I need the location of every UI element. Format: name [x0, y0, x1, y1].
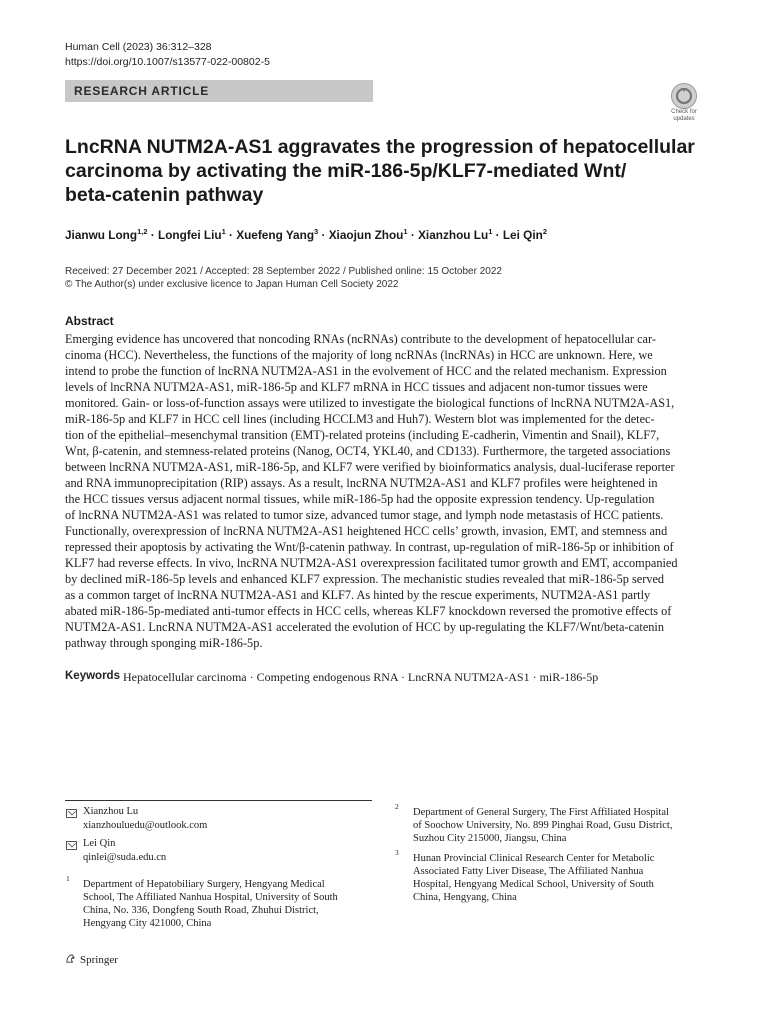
author-name[interactable]: Lei Qin [502, 228, 543, 242]
keywords-heading: Keywords [65, 670, 120, 682]
article-type-label: RESEARCH ARTICLE [74, 84, 210, 98]
article-title-line: carcinoma by activating the miR-186-5p/KLF7-mediated Wnt/ [65, 160, 627, 182]
check-for-updates-icon [671, 83, 697, 109]
abstract-line: pathway through sponging miR-186-5p. [65, 636, 263, 650]
affiliation-line: Hunan Provincial Clinical Research Center for Metabolic [413, 853, 655, 864]
abstract-line: Functionally, overexpression of lncRNA NUTM2A-AS1 heightened HCC cells’ growth, invasion, EMT, and stemness and [65, 524, 668, 538]
envelope-icon [66, 841, 77, 850]
abstract-line: repressed their apoptosis by activating the Wnt/β-catenin pathway. In contrast, up-regulation of miR-186-5p or inhibition of [65, 540, 674, 554]
abstract-line: as a common target of lncRNA NUTM2A-AS1 and KLF7. As hinted by the rescue experiments, NUTM2A-AS1 partly [65, 588, 651, 602]
author-name[interactable]: Jianwu Long [65, 228, 138, 242]
correspondence-email[interactable]: qinlei@suda.edu.cn [83, 852, 167, 863]
abstract-line: miR-186-5p and KLF7 in HCC cell lines (including HCCLM3 and Huh7). Western blot was implemented for the detec- [65, 412, 655, 426]
abstract-line: Emerging evidence has uncovered that noncoding RNAs (ncRNAs) contribute to the development of hepatocellular car- [65, 332, 656, 346]
article-type-band [65, 80, 373, 102]
affiliation-number: 1 [66, 874, 70, 883]
affiliation-number: 3 [395, 848, 399, 857]
author-name[interactable]: Xianzhou Lu [418, 228, 489, 242]
affiliation-line: China, No. 336, Dongfeng South Road, Zhuhui District, [83, 905, 319, 916]
author-list [65, 227, 547, 242]
author-affiliation-mark: 1,2 [137, 227, 148, 236]
check-for-updates-label: Check for updates [671, 109, 697, 122]
publication-dates: Received: 27 December 2021 / Accepted: 28 September 2022 / Published online: 15 October 2022 [65, 266, 502, 277]
keywords-list: Hepatocellular carcinoma · Competing endogenous RNA · LncRNA NUTM2A-AS1 · miR-186-5p [123, 670, 599, 684]
copyright-notice: © The Author(s) under exclusive licence to Japan Human Cell Society 2022 [65, 279, 399, 290]
abstract-line: Wnt, β-catenin, and stemness-related proteins (Nanog, OCT4, YKL40, and CD133). Furthermore, the targeted associations [65, 444, 671, 458]
doi-link[interactable]: https://doi.org/10.1007/s13577-022-00802-5 [65, 56, 270, 68]
author-separator: · [225, 228, 237, 242]
correspondence-email[interactable]: xianzhouluedu@outlook.com [83, 820, 208, 831]
envelope-icon [66, 809, 77, 818]
abstract-line: abated miR-186-5p-mediated anti-tumor effects in HCC cells, whereas KLF7 knockdown reversed the promotive effects of [65, 604, 672, 618]
affiliation-line: China, Hengyang, China [413, 892, 517, 903]
affiliation-line: Hospital, Hengyang Medical School, University of South [413, 879, 654, 890]
author-affiliation-mark: 1 [403, 227, 408, 236]
author-separator: · [318, 228, 329, 242]
author-name[interactable]: Xuefeng Yang [236, 228, 315, 242]
affiliation-line: Hengyang City 421000, China [83, 918, 212, 929]
affiliation-line: School, The Affiliated Nanhua Hospital, University of South [83, 892, 338, 903]
springer-horse-icon [65, 953, 76, 964]
footnote-divider [65, 800, 372, 801]
abstract-line: KLF7 had reverse effects. In vivo, lncRNA NUTM2A-AS1 overexpression facilitated tumor growth and EMT, accompanied [65, 556, 678, 570]
abstract-line: levels of lncRNA NUTM2A-AS1, miR-186-5p and KLF7 mRNA in HCC tissues and adjacent non-tumor tissues were [65, 380, 648, 394]
author-name[interactable]: Xiaojun Zhou [328, 228, 404, 242]
author-affiliation-mark: 1 [488, 227, 493, 236]
author-separator: · [147, 228, 159, 242]
check-for-updates-badge[interactable] [664, 83, 704, 123]
publisher-footer [65, 953, 118, 966]
affiliation-line: of Soochow University, No. 899 Pinghai Road, Gusu District, [413, 820, 673, 831]
affiliation-line: Associated Fatty Liver Disease, The Affiliated Nanhua [413, 866, 644, 877]
abstract-line: of lncRNA NUTM2A-AS1 was related to tumor size, advanced tumor stage, and lymph node metastasis of HCC patients. [65, 508, 664, 522]
affiliation-line: Department of General Surgery, The First Affiliated Hospital [413, 807, 669, 818]
author-name[interactable]: Longfei Liu [158, 228, 222, 242]
abstract-line: the HCC tissues versus adjacent normal tissues, while miR-186-5p had the opposite expression tendency. Up-regulation [65, 492, 655, 506]
abstract-line: between lncRNA NUTM2A-AS1, miR-186-5p, and KLF7 were verified by bioinformatics analysis, dual-luciferase reporter [65, 460, 675, 474]
abstract-line: by declined miR-186-5p levels and enhanced KLF7 expression. The mechanistic studies revealed that miR-186-5p served [65, 572, 665, 586]
abstract-line: NUTM2A-AS1. LncRNA NUTM2A-AS1 accelerated the evolution of HCC by up-regulating the KLF7/Wnt/beta-catenin [65, 620, 664, 634]
abstract-line: monitored. Gain- or loss-of-function assays were utilized to investigate the biological functions of lncRNA NUTM2A-AS1, [65, 396, 675, 410]
abstract-heading: Abstract [65, 314, 114, 328]
abstract-line: tion of the epithelial–mesenchymal transition (EMT)-related proteins (including E-cadherin, Vimentin and Snail), KLF7, [65, 428, 660, 442]
publisher-name: Springer [80, 954, 118, 966]
author-separator: · [407, 228, 419, 242]
author-affiliation-mark: 1 [221, 227, 226, 236]
affiliation-number: 2 [395, 802, 399, 811]
journal-citation: Human Cell (2023) 36:312–328 [65, 41, 212, 53]
abstract-line: cinoma (HCC). Nevertheless, the functions of the majority of long ncRNAs (lncRNAs) in HCC are unknown. Here, we [65, 348, 653, 362]
affiliation-line: Suzhou City 215000, Jiangsu, China [413, 833, 567, 844]
abstract-line: intend to probe the function of lncRNA NUTM2A-AS1 in the evolvement of HCC and the related mechanism. Expression [65, 364, 667, 378]
abstract-line: and RNA immunoprecipitation (RIP) assays. As a result, lncRNA NUTM2A-AS1 and KLF7 profiles were heightened in [65, 476, 658, 490]
article-title-line: beta-catenin pathway [65, 184, 264, 206]
correspondence-name: Lei Qin [83, 838, 116, 849]
author-separator: · [492, 228, 503, 242]
article-title-line: LncRNA NUTM2A-AS1 aggravates the progression of hepatocellular [65, 136, 695, 158]
affiliation-line: Department of Hepatobiliary Surgery, Hengyang Medical [83, 879, 325, 890]
author-affiliation-mark: 3 [314, 227, 319, 236]
correspondence-name: Xianzhou Lu [83, 806, 139, 817]
author-affiliation-mark: 2 [542, 227, 547, 236]
